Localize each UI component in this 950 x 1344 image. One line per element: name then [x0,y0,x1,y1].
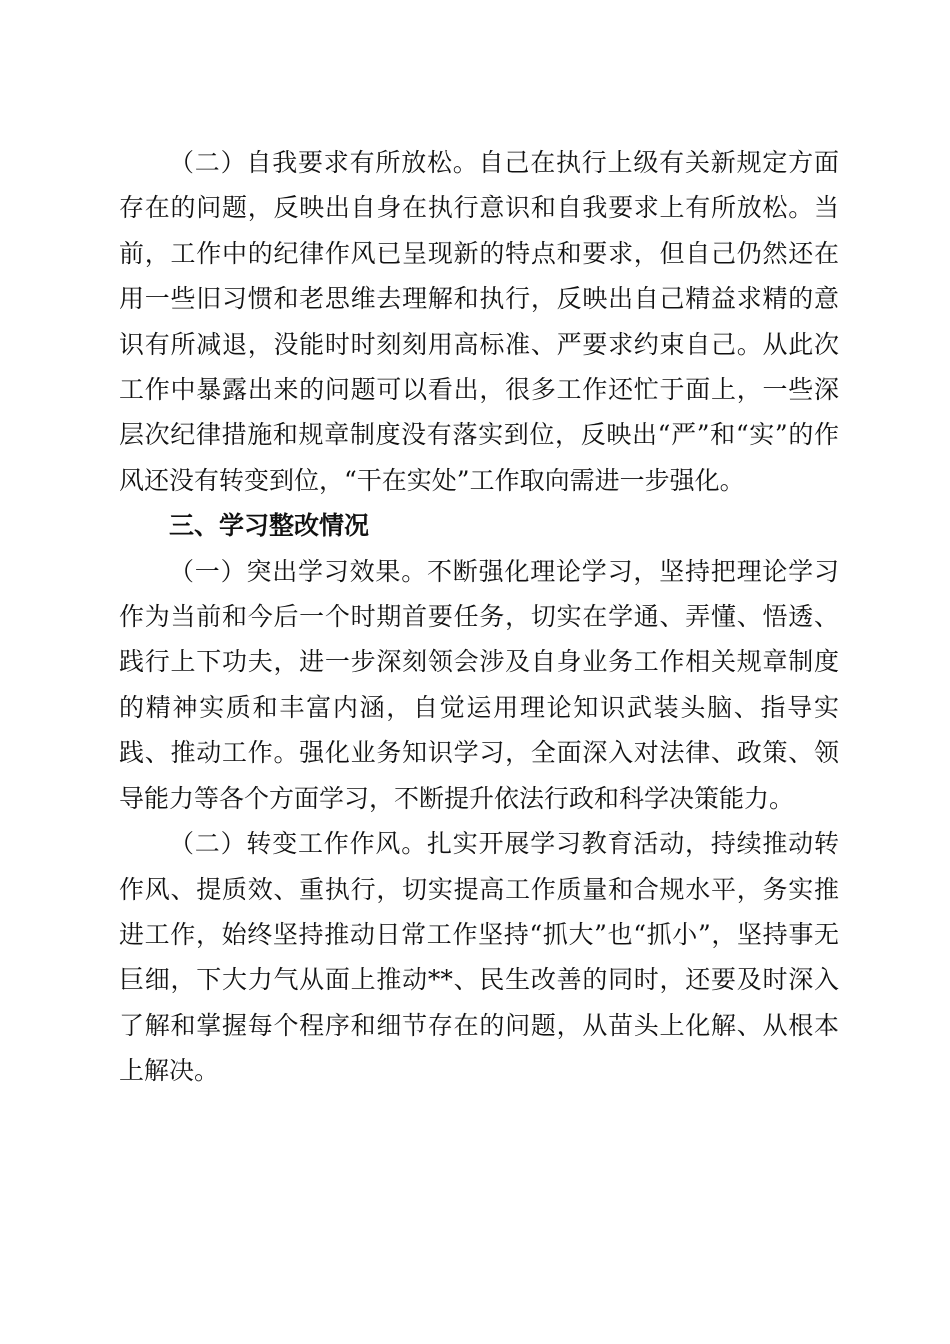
paragraph-lead: （二）转变工作作风。 [169,829,427,859]
paragraph-self-discipline [119,140,839,503]
paragraph-text: 不断强化理论学习，坚持把理论学习作为当前和今后一个时期首要任务，切实在学通、弄懂、悟透、践行上下功夫，进一步深刻领会涉及自身业务工作相关规章制度的精神实质和丰富内涵，自觉运用理论知识武装头脑、指导实践、推动工作。强化业务知识学习，全面深入对法律、政策、领导能力等各个方面学习，不断提升依法行政和科学决策能力。 [119,556,839,813]
paragraph-work-style [119,821,839,1093]
document-body [119,140,839,1094]
paragraph-text: 自己在执行上级有关新规定方面存在的问题，反映出自身在执行意识和自我要求上有所放松。当前，工作中的纪律作风已呈现新的特点和要求，但自己仍然还在用一些旧习惯和老思维去理解和执行，反映出自己精益求精的意识有所减退，没能时时刻刻用高标准、严要求约束自己。从此次工作中暴露出来的问题可以看出，很多工作还忙于面上，一些深层次纪律措施和规章制度没有落实到位，反映出“严”和“实”的作风还没有转变到位，“干在实处”工作取向需进一步强化。 [119,148,839,495]
paragraph-text: 扎实开展学习教育活动，持续推动转作风、提质效、重执行，切实提高工作质量和合规水平，务实推进工作，始终坚持推动日常工作坚持“抓大”也“抓小”，坚持事无巨细，下大力气从面上推动**、民生改善的同时，还要及时深入了解和掌握每个程序和细节存在的问题，从苗头上化解、从根本上解决。 [119,829,839,1086]
paragraph-study-effect [119,549,839,821]
paragraph-lead: （一）突出学习效果。 [169,556,427,586]
section-heading: 三、学习整改情况 [169,511,370,541]
paragraph-lead: （二）自我要求有所放松。 [169,148,479,177]
